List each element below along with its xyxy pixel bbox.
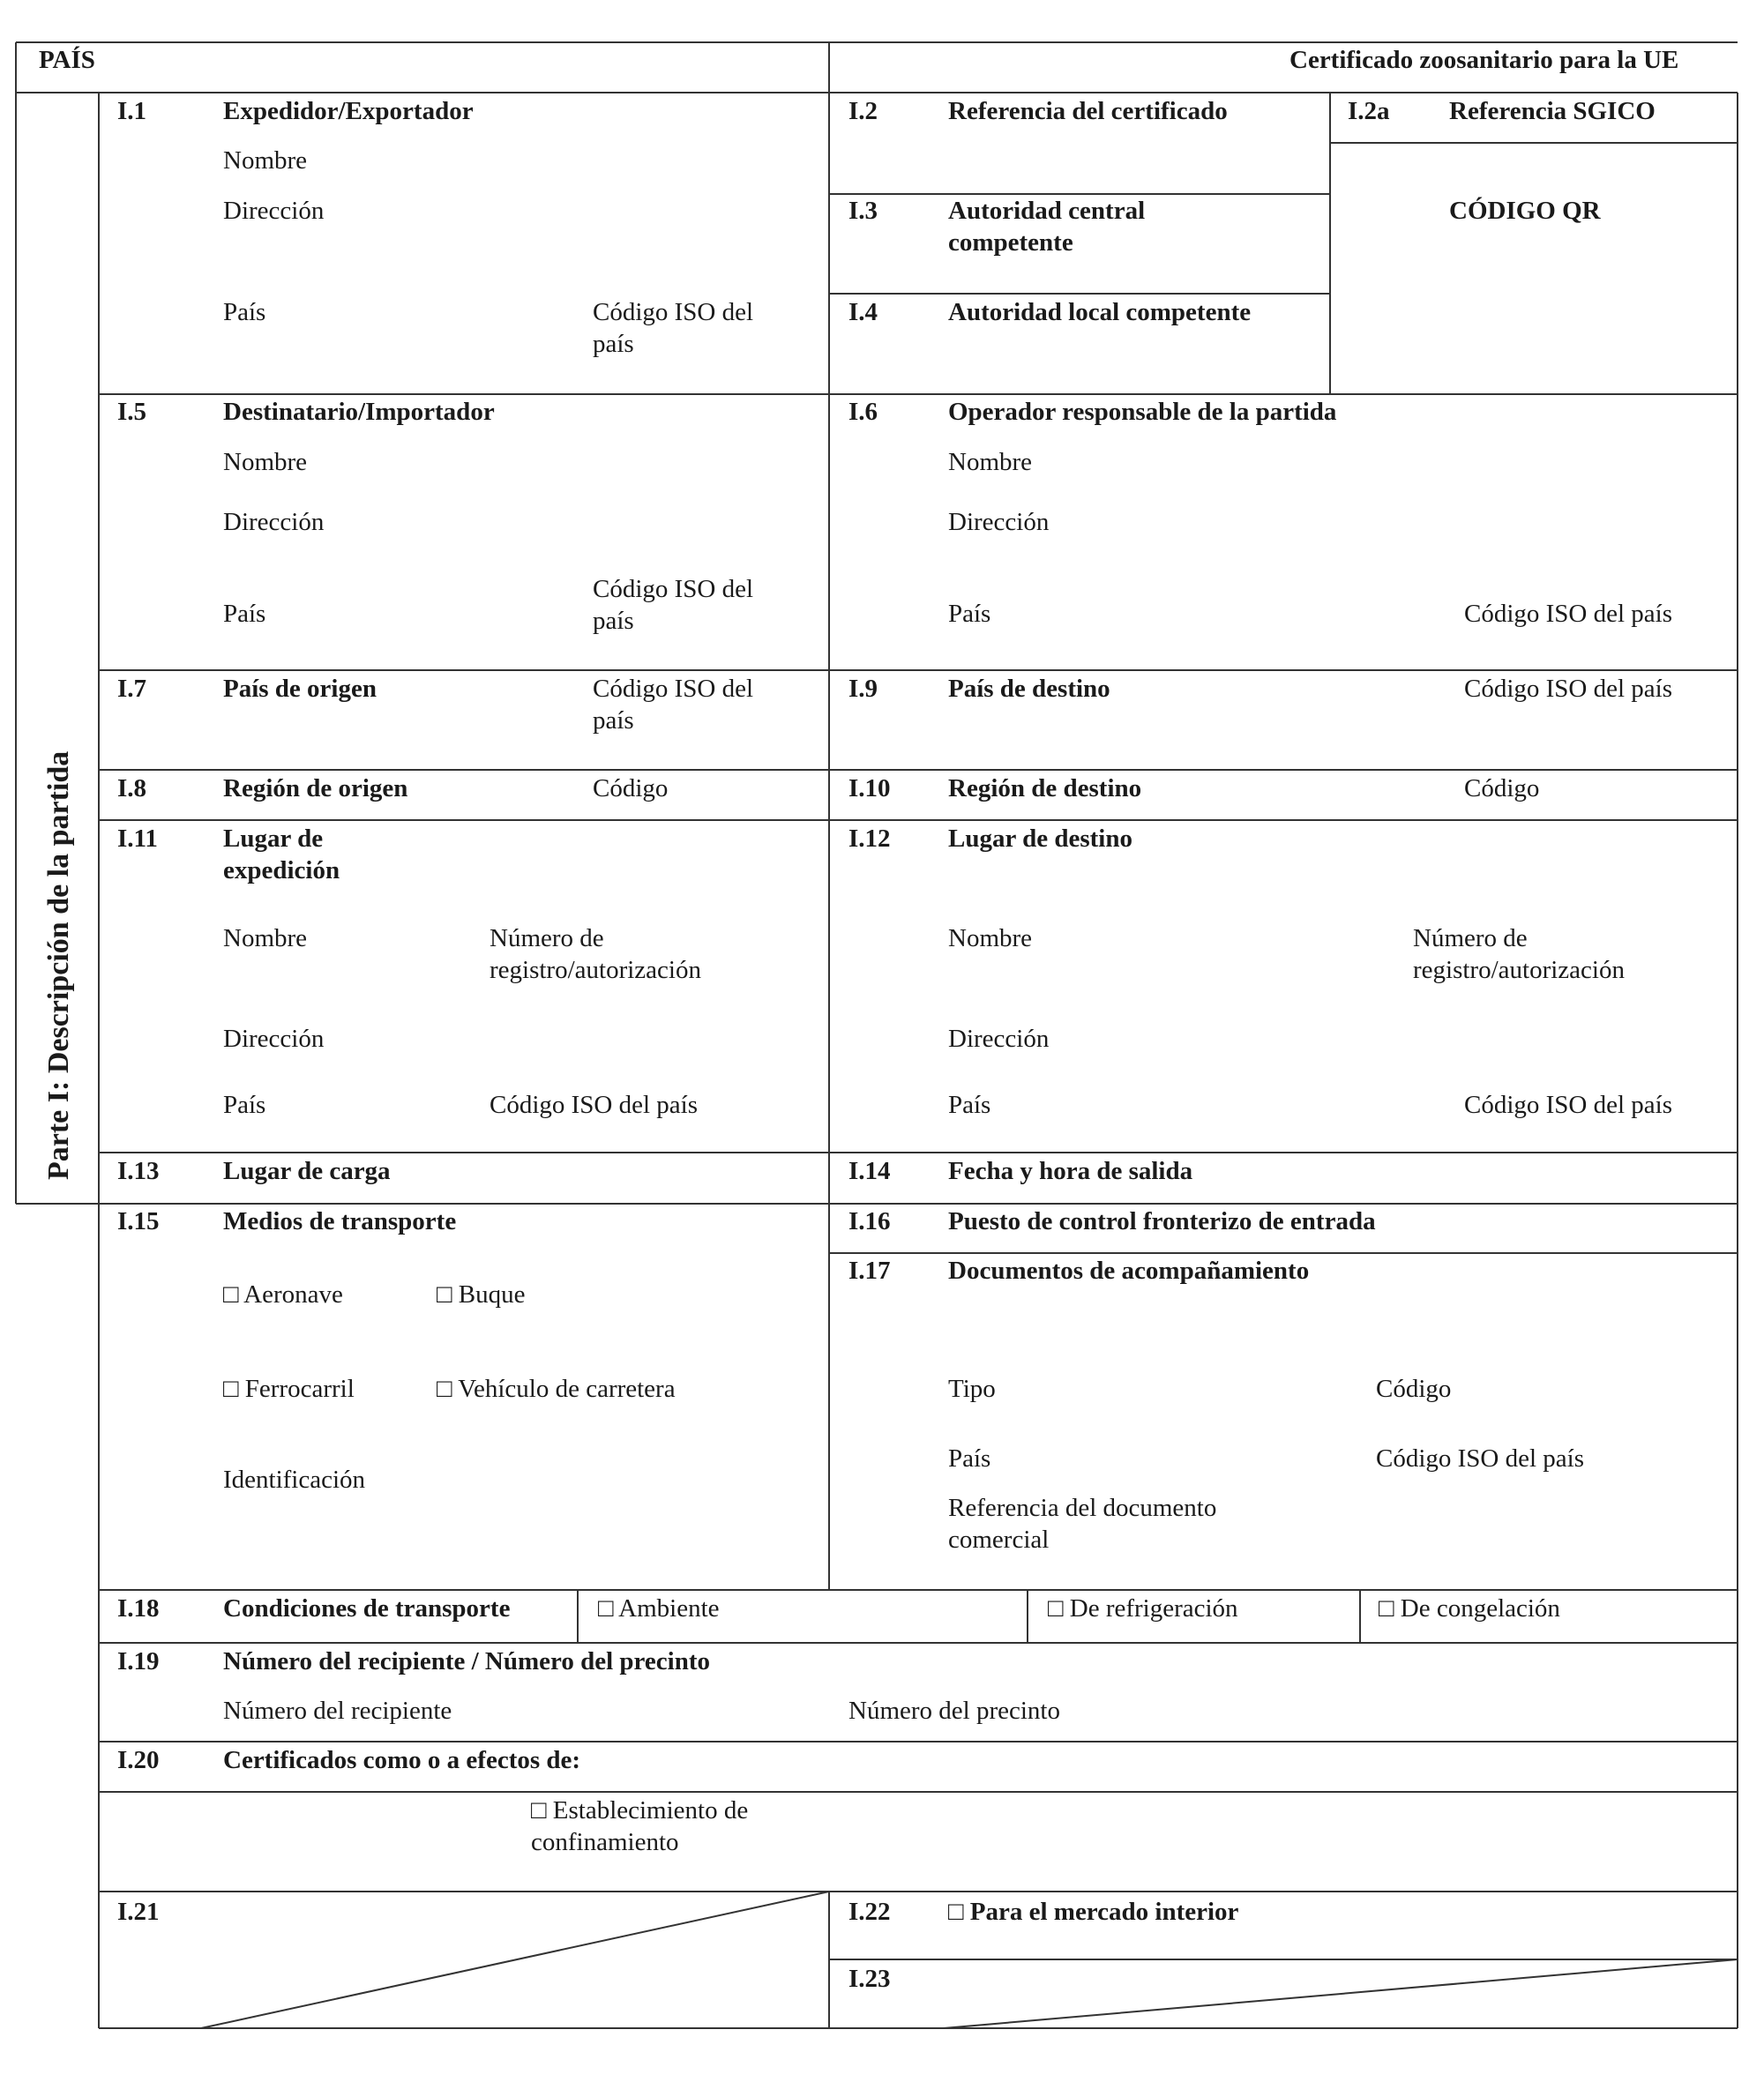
shipper-iso-field[interactable]: Código ISO del país — [593, 298, 754, 358]
means-of-transport-title: Medios de transporte — [223, 1207, 457, 1235]
transport-conditions-title: Condiciones de transporte — [223, 1594, 511, 1623]
part-one-label-text: Parte I: Descripción de la partida — [42, 750, 75, 1180]
box-number: I.7 — [117, 675, 147, 703]
consignee-address-field[interactable]: Dirección — [223, 508, 325, 536]
box-number: I.12 — [848, 825, 891, 853]
commercial-document-reference-field[interactable]: Referencia del documento comercial — [948, 1494, 1217, 1554]
consignee-country-field[interactable]: País — [223, 600, 266, 628]
sgico-reference-title: Referencia SGICO — [1449, 97, 1656, 125]
dispatch-registration-field[interactable]: Número de registro/autorización — [490, 924, 701, 984]
operator-name-field[interactable]: Nombre — [948, 448, 1033, 476]
certificate-reference-title: Referencia del certificado — [948, 97, 1228, 125]
box-number: I.13 — [117, 1157, 160, 1185]
box-number: I.2 — [848, 97, 878, 125]
place-of-dispatch-title: Lugar de expedición — [223, 825, 340, 884]
box-number: I.23 — [848, 1965, 891, 1993]
road-vehicle-checkbox[interactable]: □ Vehículo de carretera — [437, 1375, 676, 1403]
country-label: PAÍS — [39, 46, 95, 74]
destination-registration-field[interactable]: Número de registro/autorización — [1413, 924, 1625, 984]
box-number: I.8 — [117, 774, 147, 802]
container-seal-title: Número del recipiente / Número del precinto — [223, 1647, 710, 1675]
box-number: I.4 — [848, 298, 878, 326]
destination-address-field[interactable]: Dirección — [948, 1025, 1050, 1053]
internal-market-checkbox[interactable]: □ Para el mercado interior — [948, 1898, 1239, 1926]
dispatch-address-field[interactable]: Dirección — [223, 1025, 325, 1053]
destination-country-field[interactable]: País — [948, 1091, 991, 1119]
document-type-field[interactable]: Tipo — [948, 1375, 996, 1403]
destination-country-title: País de destino — [948, 675, 1110, 703]
shipper-name-field[interactable]: Nombre — [223, 146, 308, 175]
aircraft-checkbox[interactable]: □ Aeronave — [223, 1280, 343, 1309]
destination-region-code-field[interactable]: Código — [1464, 774, 1540, 802]
box-number: I.15 — [117, 1207, 160, 1235]
transport-identification-field[interactable]: Identificación — [223, 1466, 366, 1494]
container-number-field[interactable]: Número del recipiente — [223, 1697, 452, 1725]
box-number: I.3 — [848, 197, 878, 225]
shipper-title: Expedidor/Exportador — [223, 97, 474, 125]
confined-establishment-checkbox[interactable]: □ Establecimiento de confinamiento — [531, 1796, 749, 1856]
consignee-iso-field[interactable]: Código ISO del país — [593, 575, 754, 635]
certificate-title: Certificado zoosanitario para la UE — [1289, 46, 1679, 74]
operator-address-field[interactable]: Dirección — [948, 508, 1050, 536]
document-country-field[interactable]: País — [948, 1444, 991, 1473]
box-number: I.19 — [117, 1647, 160, 1675]
vessel-checkbox[interactable]: □ Buque — [437, 1280, 526, 1309]
destination-iso-field[interactable]: Código ISO del país — [1464, 675, 1673, 703]
consignee-name-field[interactable]: Nombre — [223, 448, 308, 476]
destination-region-title: Región de destino — [948, 774, 1142, 802]
operator-country-field[interactable]: País — [948, 600, 991, 628]
certified-as-title: Certificados como o a efectos de: — [223, 1746, 581, 1774]
local-authority-title: Autoridad local competente — [948, 298, 1252, 326]
box-number: I.2a — [1348, 97, 1390, 125]
border-control-post-title: Puesto de control fronterizo de entrada — [948, 1207, 1376, 1235]
origin-region-title: Región de origen — [223, 774, 408, 802]
box-number: I.22 — [848, 1898, 891, 1926]
chilled-checkbox[interactable]: □ De refrigeración — [1048, 1594, 1238, 1623]
origin-region-code-field[interactable]: Código — [593, 774, 669, 802]
dispatch-iso-field[interactable]: Código ISO del país — [490, 1091, 699, 1119]
railway-checkbox[interactable]: □ Ferrocarril — [223, 1375, 355, 1403]
box-number: I.18 — [117, 1594, 160, 1623]
box-number: I.1 — [117, 97, 147, 125]
ambient-checkbox[interactable]: □ Ambiente — [598, 1594, 720, 1623]
shipper-country-field[interactable]: País — [223, 298, 266, 326]
place-of-destination-title: Lugar de destino — [948, 825, 1132, 853]
seal-number-field[interactable]: Número del precinto — [848, 1697, 1060, 1725]
document-code-field[interactable]: Código — [1376, 1375, 1452, 1403]
loading-place-title: Lugar de carga — [223, 1157, 391, 1185]
dispatch-country-field[interactable]: País — [223, 1091, 266, 1119]
destination-place-iso-field[interactable]: Código ISO del país — [1464, 1091, 1673, 1119]
central-authority-title: Autoridad central competente — [948, 197, 1146, 257]
shipper-address-field[interactable]: Dirección — [223, 197, 325, 225]
consignee-title: Destinatario/Importador — [223, 398, 495, 426]
box-number: I.16 — [848, 1207, 891, 1235]
box-number: I.14 — [848, 1157, 891, 1185]
accompanying-documents-title: Documentos de acompañamiento — [948, 1257, 1310, 1285]
box-number: I.17 — [848, 1257, 891, 1285]
operator-title: Operador responsable de la partida — [948, 398, 1337, 426]
box-number: I.10 — [848, 774, 891, 802]
document-iso-field[interactable]: Código ISO del país — [1376, 1444, 1585, 1473]
departure-datetime-title: Fecha y hora de salida — [948, 1157, 1193, 1185]
operator-iso-field[interactable]: Código ISO del país — [1464, 600, 1673, 628]
origin-iso-field[interactable]: Código ISO del país — [593, 675, 754, 735]
box-number: I.11 — [117, 825, 158, 853]
box-number: I.5 — [117, 398, 147, 426]
box-number: I.6 — [848, 398, 878, 426]
frozen-checkbox[interactable]: □ De congelación — [1379, 1594, 1560, 1623]
qr-code-placeholder: CÓDIGO QR — [1449, 197, 1601, 225]
destination-name-field[interactable]: Nombre — [948, 924, 1033, 952]
origin-country-title: País de origen — [223, 675, 377, 703]
box-number: I.9 — [848, 675, 878, 703]
box-number: I.21 — [117, 1898, 160, 1926]
dispatch-name-field[interactable]: Nombre — [223, 924, 308, 952]
box-number: I.20 — [117, 1746, 160, 1774]
